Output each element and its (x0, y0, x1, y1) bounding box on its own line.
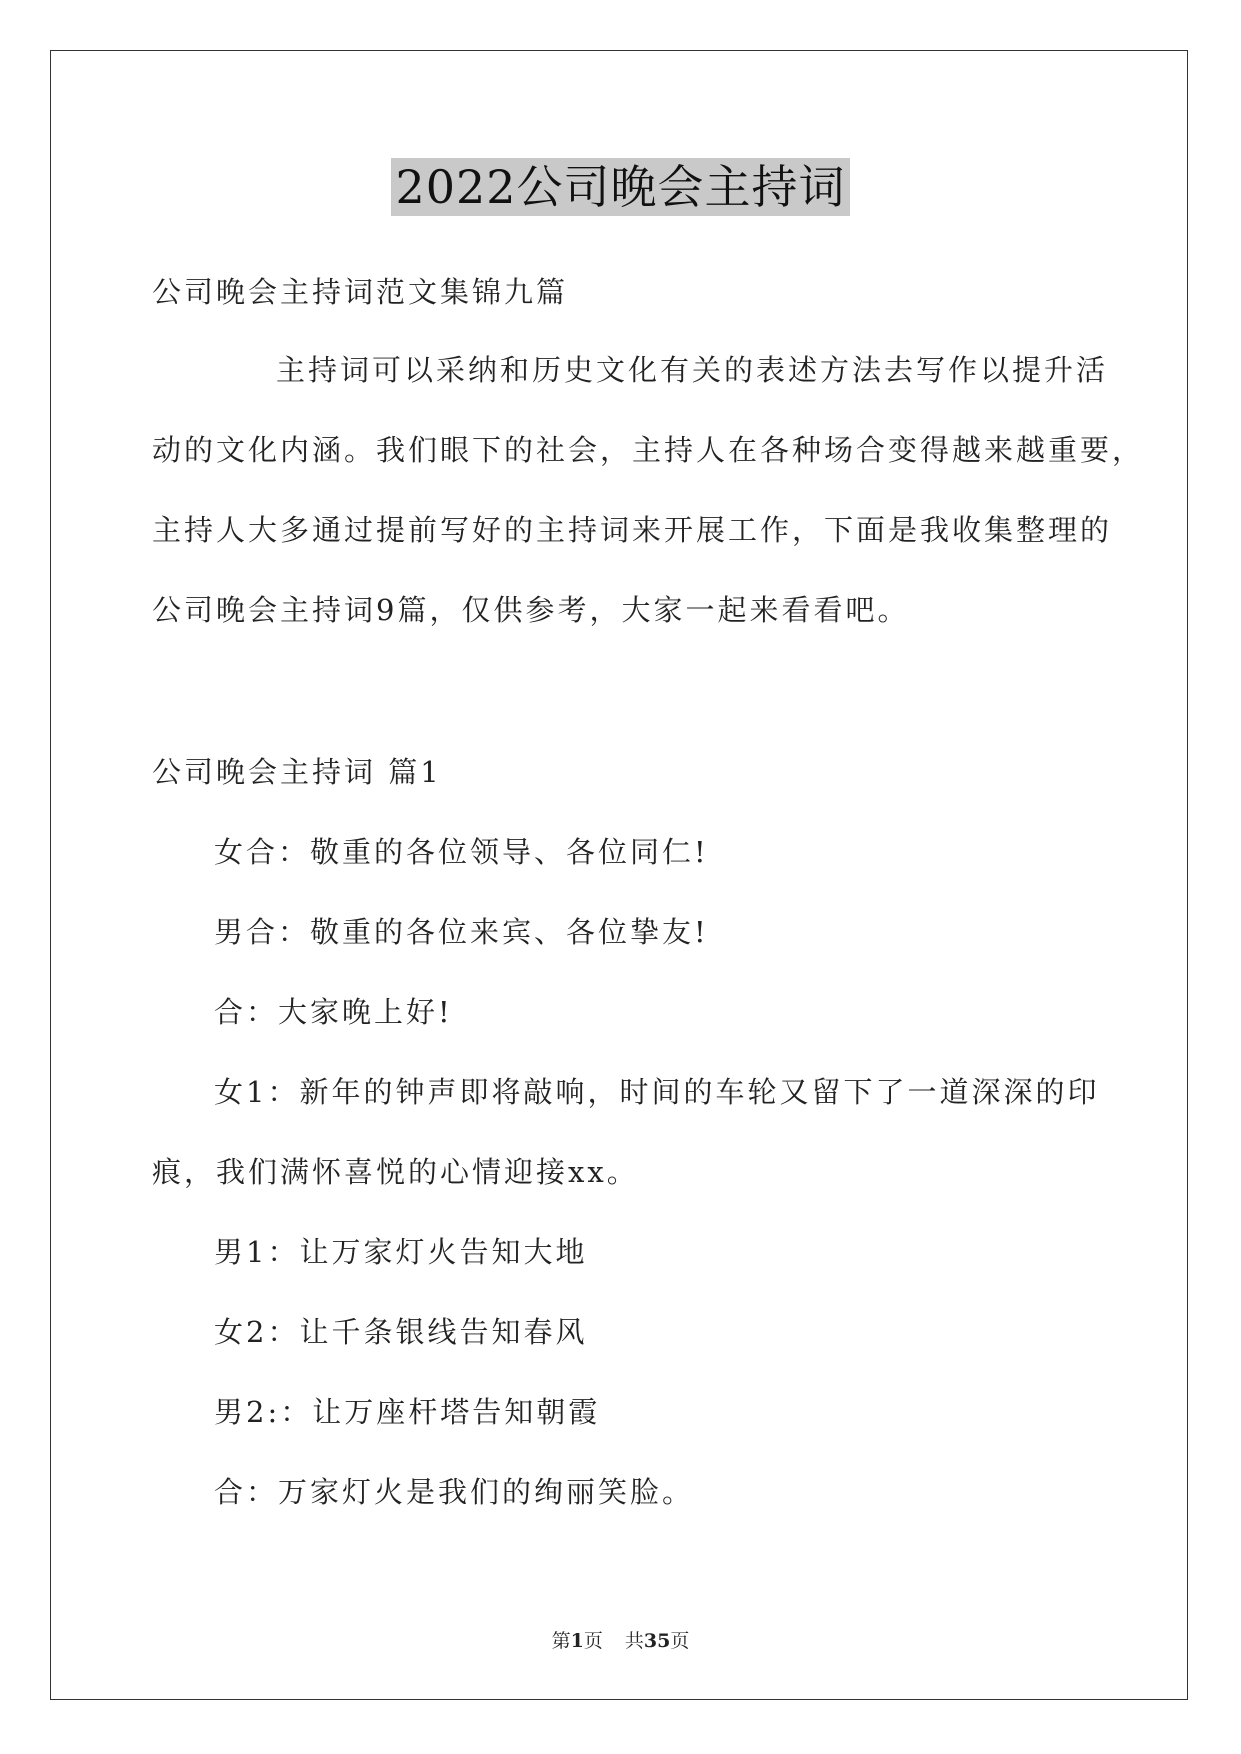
script-line-5: 痕，我们满怀喜悦的心情迎接xx。 (152, 1155, 639, 1189)
script-line-2: 男合：敬重的各位来宾、各位挚友! (214, 915, 709, 949)
script-line-4: 女1：新年的钟声即将敲响，时间的车轮又留下了一道深深的印 (214, 1075, 1100, 1109)
script-line-8: 男2:：让万座杆塔告知朝霞 (214, 1395, 601, 1429)
page-footer (0, 1628, 1241, 1654)
document-subtitle: 公司晚会主持词范文集锦九篇 (152, 275, 569, 309)
document-title: 2022公司晚会主持词 (391, 158, 849, 216)
section-heading: 公司晚会主持词 篇1 (152, 755, 442, 789)
intro-line-1: 主持词可以采纳和历史文化有关的表述方法去写作以提升活 (276, 353, 1109, 387)
page-suffix: 页 (583, 1630, 603, 1652)
script-line-9: 合：万家灯火是我们的绚丽笑脸。 (214, 1475, 695, 1509)
intro-line-3: 主持人大多通过提前写好的主持词来开展工作，下面是我收集整理的 (152, 513, 1113, 547)
total-pages: 35 (643, 1630, 671, 1652)
page-prefix: 第 (551, 1630, 571, 1652)
script-line-3: 合：大家晚上好! (214, 995, 453, 1029)
total-prefix: 共 (624, 1630, 644, 1652)
script-line-1: 女合：敬重的各位领导、各位同仁! (214, 835, 709, 869)
intro-line-4: 公司晚会主持词9篇，仅供参考，大家一起来看看吧。 (152, 593, 910, 627)
intro-line-2: 动的文化内涵。我们眼下的社会，主持人在各种场合变得越来越重要， (152, 433, 1145, 467)
title-container (0, 158, 1241, 216)
total-suffix: 页 (670, 1630, 690, 1652)
script-line-6: 男1：让万家灯火告知大地 (214, 1235, 588, 1269)
page-number: 1 (570, 1630, 584, 1652)
script-line-7: 女2：让千条银线告知春风 (214, 1315, 588, 1349)
